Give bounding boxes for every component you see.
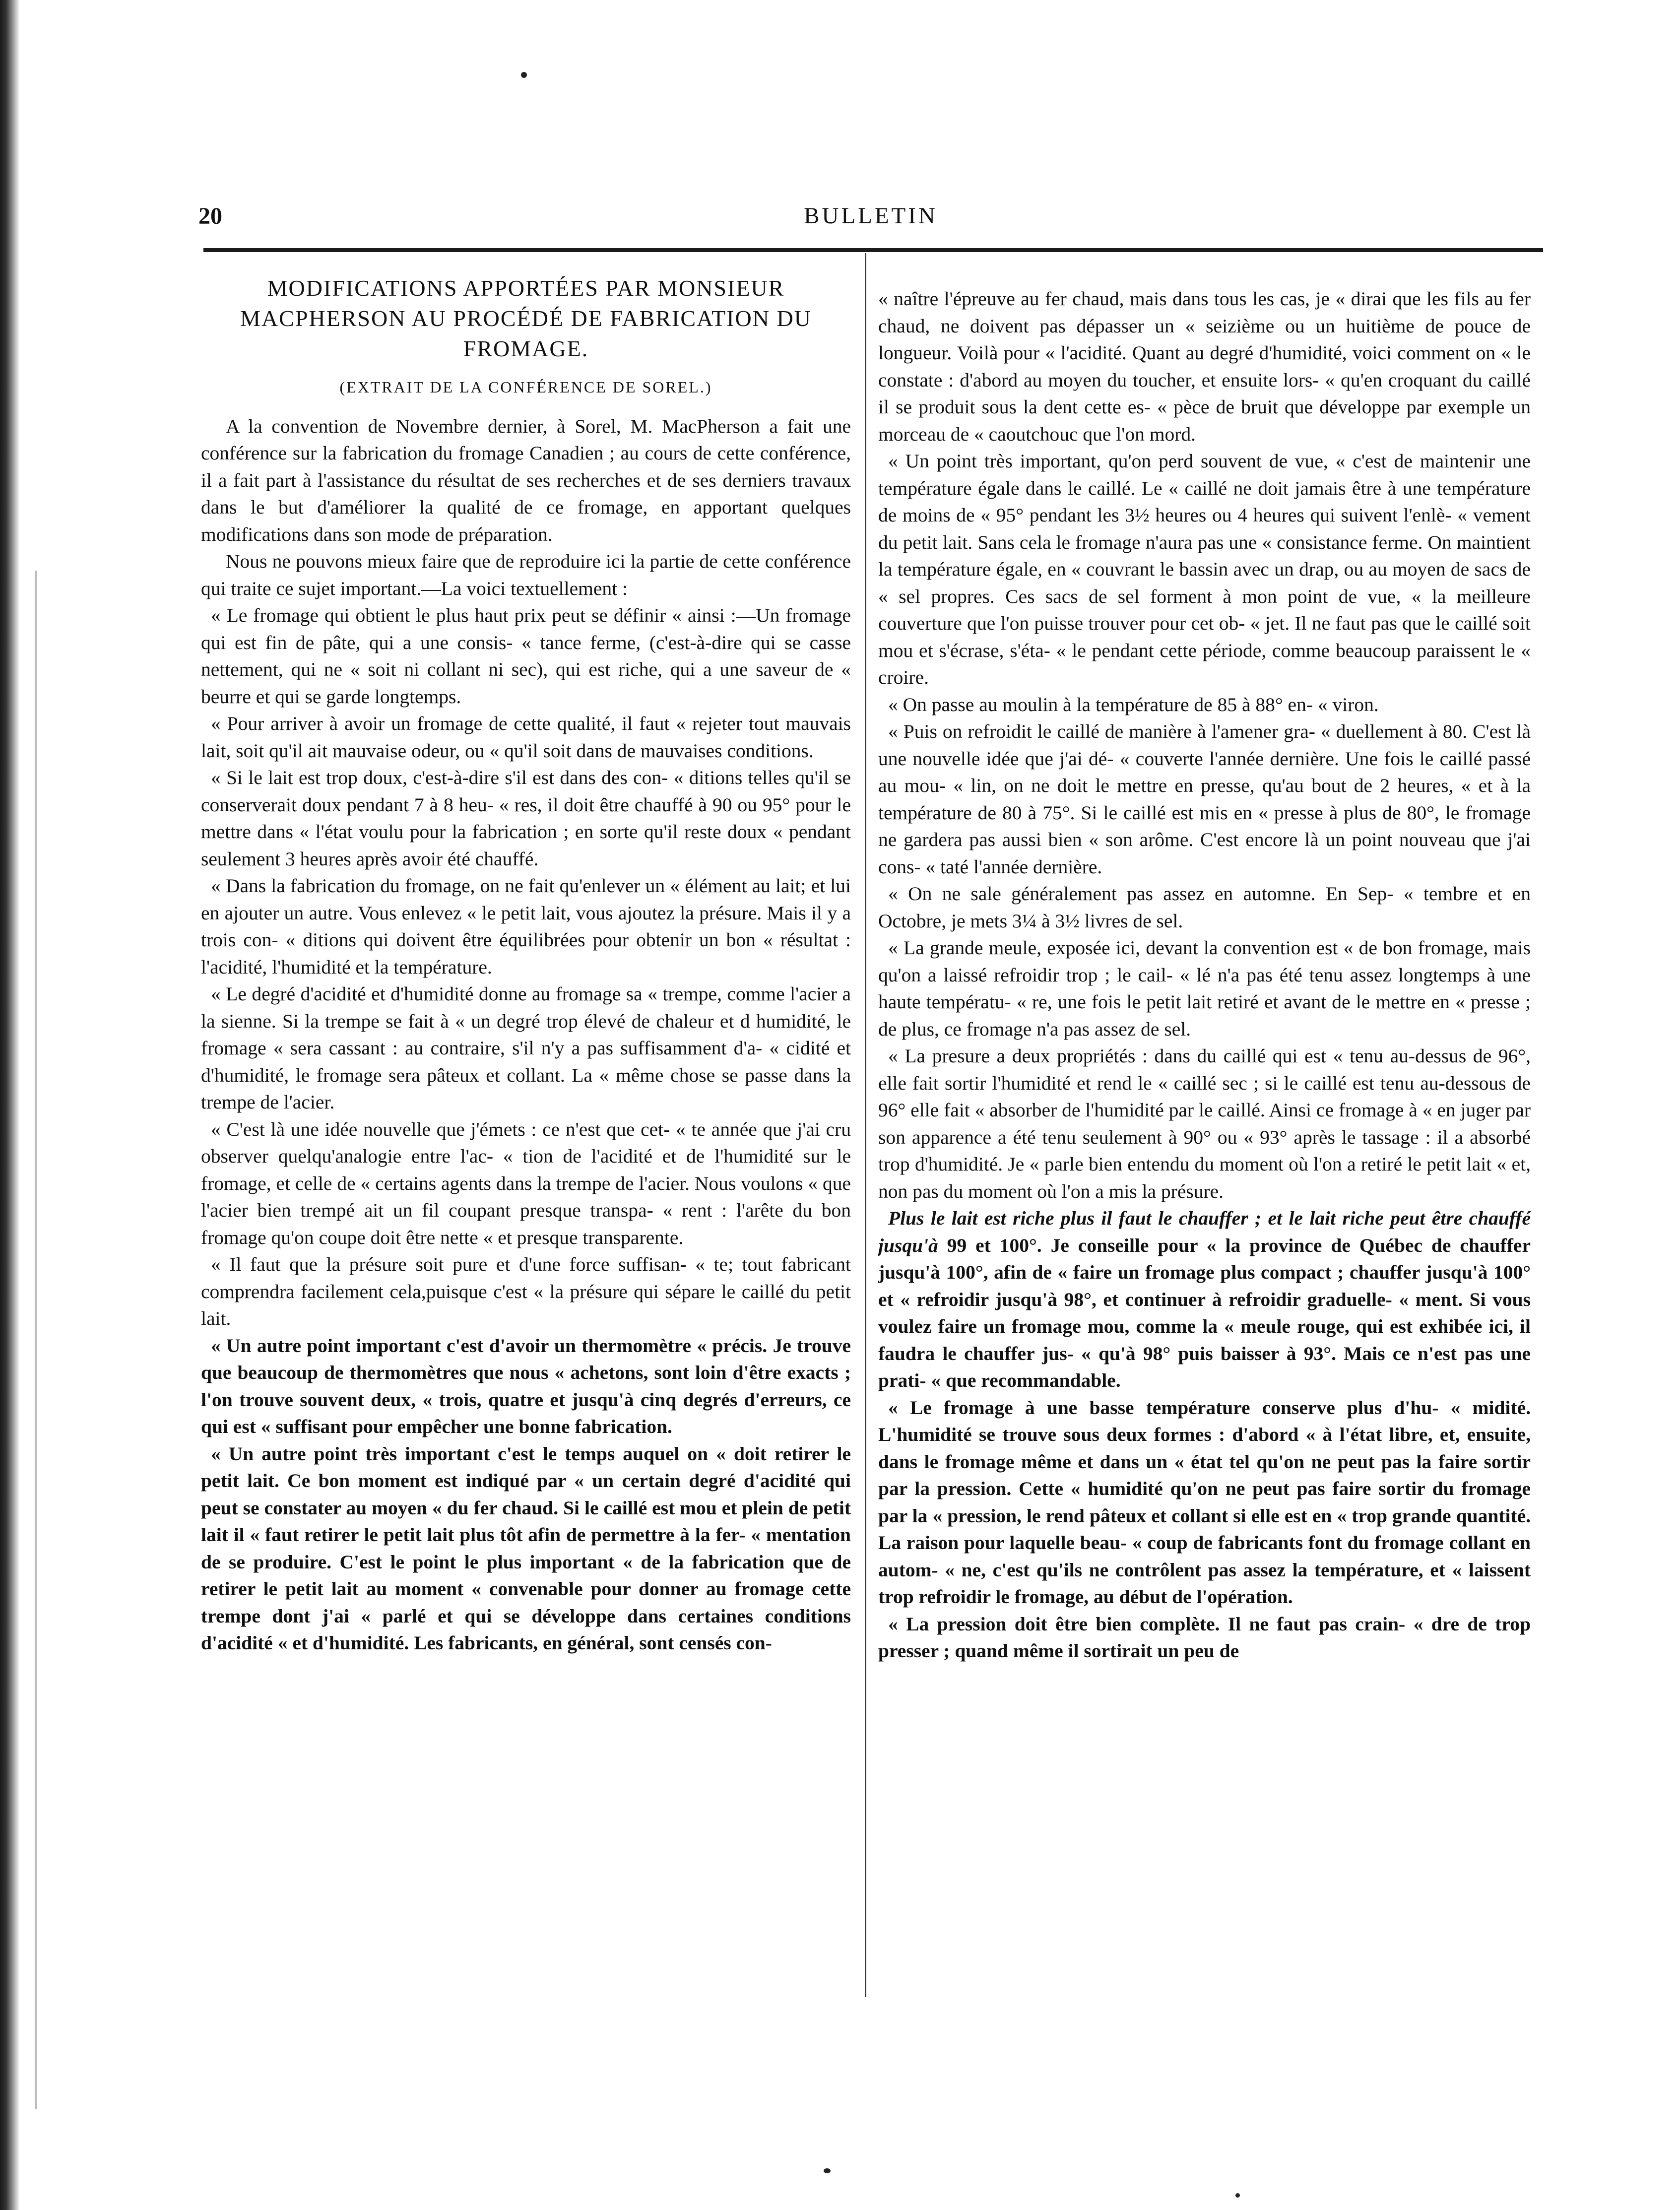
page-header — [198, 202, 1543, 240]
paragraph: « La presure a deux propriétés : dans du caillé qui est « tenu au-dessus de 96°, elle fait sortir l'humidité et rend le « caillé sec ; si le caillé est tenu au-dessous de 96° elle fait « absorber de l'humidité par le caillé. Ainsi ce fromage à « en juger par son apparence a été tenu seulement à 90° ou « 93° après le tassage : il a absorbé trop d'humidité. Je « parle bien entendu du moment où l'on a retiré le petit lait « et, non pas du moment où l'on a mis la présure. — [878, 1045, 1531, 1202]
scan-speck — [521, 72, 527, 78]
paragraph: « La pression doit être bien complète. Il ne faut pas crain- « dre de trop presser ; quand même il sortirait un peu de — [878, 1613, 1531, 1662]
paragraph: « Puis on refroidit le caillé de manière à l'amener gra- « duellement à 80. C'est là une nouvelle idée que j'ai dé- « couverte l'année dernière. Une fois le caillé passé au mou- « lin, on ne doit le mettre en presse, qu'au bout de 2 heures, « et à la température de 80 à 75°. Si le caillé est mis en « presse à plus de 80°, le fromage ne gardera pas aussi bien « son arôme. C'est encore là un point nouveau que j'ai cons- « taté l'année dernière. — [878, 720, 1531, 878]
paragraph: « Le fromage à une basse température conserve plus d'hu- « midité. L'humidité se trouve sous deux formes : d'abord « à l'état libre, et, ensuite, dans le fromage même et dans un « état tel qu'on ne peut pas la faire sortir par la pression. Cette « humidité qu'on ne peut pas faire sortir du fromage par la « pression, le rend pâteux et collant si elle est en « trop grande quantité. La raison pour laquelle beau- « coup de fabricants font du fromage collant en autom- « ne, c'est qu'ils ne contrôlent pas assez la température, et « laissent trop refroidir le fromage, au début de l'opération. — [878, 1396, 1531, 1608]
page-number: 20 — [198, 203, 222, 229]
paragraph: « Le fromage qui obtient le plus haut prix peut se définir « ainsi :—Un fromage qui est fin de pâte, qui a une consis- « tance ferme, (c'est-à-dire qui se casse nettement, qui ne « soit ni collant ni sec), qui est riche, qui a une saveur de « beurre et qui se garde longtemps. — [201, 604, 851, 708]
paragraph: « Un autre point important c'est d'avoir un thermomètre « précis. Je trouve que beaucoup de thermomètres que nous « achetons, sont loin d'être exacts ; l'on trouve souvent deux, « trois, quatre et jusqu'à cinq degrés d'erreurs, ce qui est « suffisant pour empêcher une bonne fabrication. — [201, 1334, 851, 1437]
emphasis-text: Plus le lait est riche plus il faut le chauffer ; et le lait riche peut être chauffé jusqu'à — [878, 1207, 1531, 1256]
column-divider — [865, 253, 866, 1997]
paragraph: « Dans la fabrication du fromage, on ne fait qu'enlever un « élément au lait; et lui en ajouter un autre. Vous enlevez « le petit lait, vous ajoutez la présure. Mais il y a trois con- « ditions qui doivent être équilibrées pour obtenir un bon « résultat : l'acidité, l'humidité et la température. — [201, 875, 851, 978]
emphasis-paragraph — [878, 1205, 1531, 1394]
article-title: MODIFICATIONS APPORTÉES PAR MONSIEUR MACPHERSON AU PROCÉDÉ DE FABRICATION DU FROMAGE. — [240, 275, 812, 361]
scan-edge-shadow — [0, 0, 20, 2210]
right-column — [878, 285, 1531, 2022]
paragraph: « Il faut que la présure soit pure et d'une force suffisan- « te; tout fabricant comprendra facilement cela,puisque c'est « la présure qui sépare le caillé du petit lait. — [201, 1253, 851, 1329]
paragraph: A la convention de Novembre dernier, à Sorel, M. MacPherson a fait une conférence sur la fabrication du fromage Canadien ; au cours de cette conférence, il a fait part à l'assistance du résultat de ses recherches et de ses derniers travaux dans le but d'améliorer la qualité de ce fromage, en apportant quelques modifications dans son mode de préparation. — [201, 415, 851, 545]
article-source: (EXTRAIT DE LA CONFÉRENCE DE SOREL.) — [339, 378, 712, 396]
scan-speck — [1235, 2193, 1240, 2198]
paragraph: Nous ne pouvons mieux faire que de reproduire ici la partie de cette conférence qui traite ce sujet important.—La voici textuellement : — [201, 550, 851, 599]
paragraph: « C'est là une idée nouvelle que j'émets : ce n'est que cet- « te année que j'ai cru observer quelqu'analogie entre l'ac- « tion de l'acidité et de l'humidité sur le fromage, et celle de « certains agents dans la trempe de l'acier. Nous voulons « que l'acier bien trempé ait un fil coupant presque transpa- « rent : l'arête du bon fromage qu'on coupe doit être nette « et presque transparente. — [201, 1118, 851, 1248]
paragraph: « Un point très important, qu'on perd souvent de vue, « c'est de maintenir une température égale dans le caillé. Le « caillé ne doit jamais être à une température de moins de « 95° pendant les 3½ heures ou 4 heures qui suivent l'enlè- « vement du petit lait. Sans cela le fromage n'aura pas une « consistance ferme. On maintient la température égale, en « couvrant le bassin avec un drap, ou au moyen de sacs de « sel propres. Ces sacs de sel forment à mon point de vue, « la meilleure couverture que l'on puisse trouver pour cet ob- « jet. Il ne faut pas que le caillé soit mou et s'écrase, s'éta- « le pendant cette période, comme beaucoup paraissent le « croire. — [878, 450, 1531, 688]
scan-edge-line — [35, 571, 37, 2109]
paragraph: « La grande meule, exposée ici, devant la convention est « de bon fromage, mais qu'on a laissé refroidir trop ; le cail- « lé n'a pas été tenu assez longtemps à une haute températu- « re, une fois le petit lait retiré et avant de le mettre en « presse ; de plus, ce fromage n'a pas assez de sel. — [878, 937, 1531, 1040]
paragraph: « On ne sale généralement pas assez en automne. En Sep- « tembre et en Octobre, je mets 3¼ à 3½ livres de sel. — [878, 883, 1531, 932]
paragraph: « naître l'épreuve au fer chaud, mais dans tous les cas, je « dirai que les fils au fer chaud, ne doivent pas dépasser un « seizième ou un huitième de pouce de longueur. Voilà pour « l'acidité. Quant au degré d'humidité, voici comment on « le constate : d'abord au moyen du toucher, et ensuite lors- « qu'en croquant du caillé il se produit sous la dent cette es- « pèce de bruit que développe par exemple un morceau de « caoutchouc que l'on mord. — [878, 288, 1531, 445]
scan-speck — [824, 2168, 831, 2173]
paragraph: « Si le lait est trop doux, c'est-à-dire s'il est dans des con- « ditions telles qu'il se conserverait doux pendant 7 à 8 heu- « res, il doit être chauffé à 90 ou 95° pour le mettre dans « l'état voulu pour la fabrication ; en sorte qu'il reste doux « pendant seulement 3 heures après avoir été chauffé. — [201, 767, 851, 870]
paragraph: « Pour arriver à avoir un fromage de cette qualité, il faut « rejeter tout mauvais lait, soit qu'il ait mauvaise odeur, ou « qu'il soit dans de mauvaises conditions. — [201, 713, 851, 762]
running-title: BULLETIN — [804, 203, 938, 229]
emphasis-rest: 99 et 100°. Je conseille pour « la province de Québec de chauffer jusqu'à 100°, afin de « faire un fromage plus compact ; chauffer jusqu'à 100° et « refroidir jusqu'à 98°, et continuer à refroidir graduelle- « ment. Si vous voulez faire un fromage mou, comme la « meule rouge, qui est exhibée ici, il faudra le chauffer jus- « qu'à 98° puis baisser à 93°. Mais ce n'est pas une prati- « que recommandable. — [878, 1234, 1531, 1391]
paragraph: « Un autre point très important c'est le temps auquel on « doit retirer le petit lait. Ce bon moment est indiqué par « un certain degré d'acidité qui peut se constater au moyen « du fer chaud. Si le caillé est mou et plein de petit lait il « faut retirer le petit lait plus tôt afin de permettre à la fer- « mentation de se produire. C'est le point le plus important « de la fabrication que de retirer le petit lait au moment « convenable pour donner au fromage cette trempe dont j'ai « parlé et qui se développe dans certaines conditions d'acidité « et d'humidité. Les fabricants, en général, sont censés con- — [201, 1442, 851, 1654]
paragraph: « Le degré d'acidité et d'humidité donne au fromage sa « trempe, comme l'acier a la sienne. Si la trempe se fait à « un degré trop élevé de chaleur et d humidité, le fromage « sera cassant : au contraire, s'il n'y a pas suffisamment d'a- « cidité et d'humidité, le fromage sera pâteux et collant. La « même chose se passe dans la trempe de l'acier. — [201, 983, 851, 1113]
paragraph: « On passe au moulin à la température de 85 à 88° en- « viron. — [888, 693, 1379, 715]
left-column — [201, 268, 851, 2005]
header-rule — [203, 248, 1543, 252]
